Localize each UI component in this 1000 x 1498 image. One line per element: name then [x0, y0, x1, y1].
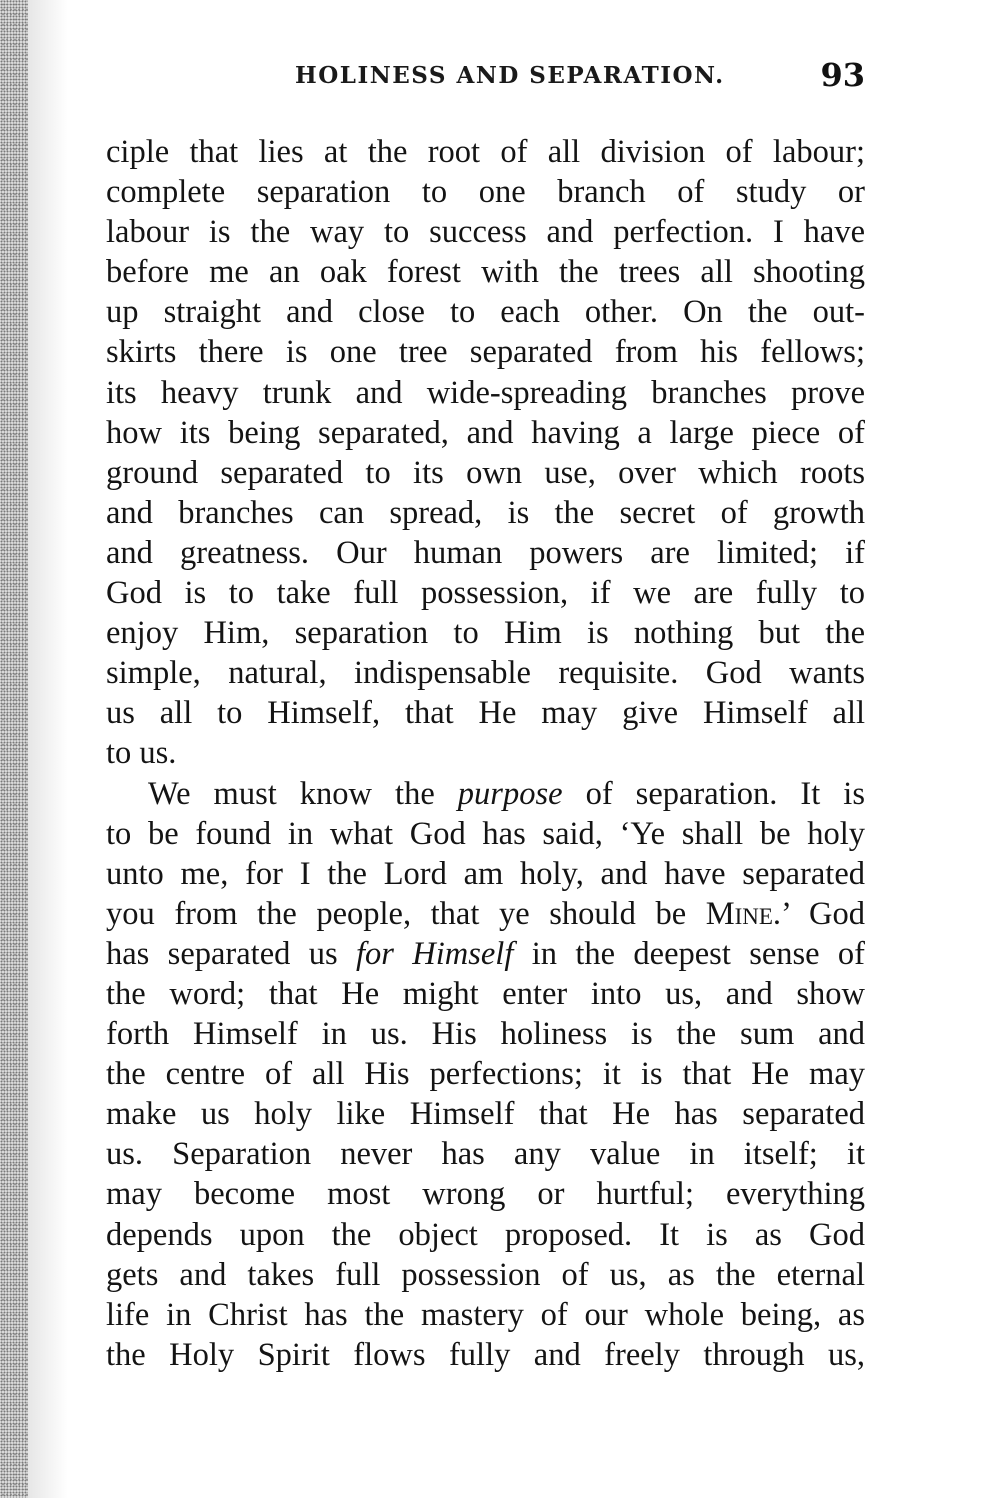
text-fragment: .’ God [772, 895, 865, 932]
text-line: gets and takes full possession of us, as the eternal [106, 1256, 865, 1293]
text-line: depends upon the object proposed. It is as God [106, 1216, 865, 1253]
text-line: complete separation to one branch of study or [106, 174, 865, 211]
text-line: may become most wrong or hurtful; everything [106, 1176, 865, 1213]
scan-edge-shadow [0, 0, 28, 1498]
text-line: ciple that lies at the root of all division of labour; [106, 134, 865, 170]
running-head-title: HOLINESS AND SEPARATION. [295, 62, 725, 89]
body-text [106, 132, 865, 1375]
text-line: and greatness. Our human powers are limited; if [106, 534, 865, 571]
text-line: labour is the way to success and perfection. I have [106, 214, 865, 251]
text-line: and branches can spread, is the secret of growth [106, 494, 865, 531]
text-line: the word; that He might enter into us, and show [106, 975, 865, 1012]
text-fragment: you from the people, that ye should be [106, 895, 706, 932]
paragraph-2 [106, 774, 865, 1375]
page-number: 93 [820, 56, 865, 94]
text-fragment: has separated us [106, 935, 356, 972]
text-fragment: We must know the [148, 775, 458, 812]
text-line: simple, natural, indispensable requisite. God wants [106, 655, 865, 692]
emphasis-purpose: purpose [457, 775, 563, 812]
text-line: God is to take full possession, if we are fully to [106, 575, 865, 612]
text-line: forth Himself in us. His holiness is the sum and [106, 1016, 865, 1053]
text-line: us all to Himself, that He may give Himself all [106, 695, 865, 732]
text-line: enjoy Him, separation to Him is nothing but the [106, 615, 865, 652]
text-line: before me an oak forest with the trees all shooting [106, 254, 865, 291]
text-line: us. Separation never has any value in itself; it [106, 1136, 865, 1173]
text-line: how its being separated, and having a large piece of [106, 414, 865, 451]
text-line: ground separated to its own use, over which roots [106, 454, 865, 491]
text-line [106, 934, 865, 974]
text-line: to be found in what God has said, ‘Ye shall be holy [106, 815, 865, 852]
text-line: make us holy like Himself that He has separated [106, 1096, 865, 1133]
text-line [106, 894, 865, 934]
text-line: life in Christ has the mastery of our whole being, as [106, 1296, 865, 1333]
text-line: to us. [106, 735, 177, 772]
text-line: the Holy Spirit flows fully and freely through us, [106, 1336, 865, 1373]
emphasis-for-himself: for Himself [355, 935, 514, 972]
text-line [106, 774, 865, 814]
text-fragment: of separation. It is [562, 775, 865, 812]
text-line: its heavy trunk and wide-spreading branches prove [106, 374, 865, 411]
text-line: the centre of all His perfections; it is that He may [106, 1056, 865, 1093]
running-head [105, 58, 865, 98]
text-line: unto me, for I the Lord am holy, and have separated [106, 855, 865, 892]
paragraph-1 [106, 132, 865, 774]
small-caps-mine: Mine [705, 895, 773, 932]
text-fragment: in the deepest sense of [513, 935, 866, 972]
text-line: up straight and close to each other. On the out- [106, 294, 865, 331]
text-line: skirts there is one tree separated from his fellows; [106, 334, 865, 371]
